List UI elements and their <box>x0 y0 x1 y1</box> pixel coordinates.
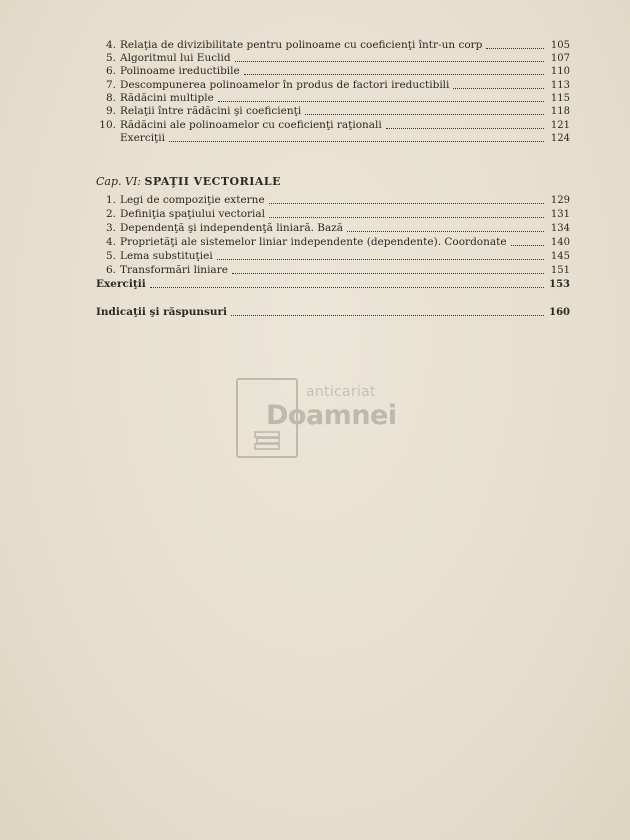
watermark-logo <box>236 378 436 460</box>
chapter-title: SPAŢII VECTORIALE <box>144 175 282 188</box>
toc-entry: 10. Rădăcini ale polinoamelor cu coeficienţi raţionali 121 <box>99 119 570 131</box>
toc-entry: 1. Legi de compoziţie externe 129 <box>105 194 570 206</box>
toc-entry: 9. Relaţii între rădăcini şi coeficienţi 118 <box>105 105 570 117</box>
toc-entry-exercises: Exerciţii 124 <box>120 132 570 144</box>
toc-entry-answers: Indicaţii şi răspunsuri 160 <box>96 306 570 318</box>
toc-entry: 4. Relaţia de divizibilitate pentru polinoame cu coeficienţi într-un corp 105 <box>105 39 570 51</box>
toc-entry: 8. Rădăcini multiple 115 <box>105 92 570 104</box>
watermark-title: Doamnei <box>266 400 397 431</box>
toc-entry-exercises: Exerciţii 153 <box>96 278 570 290</box>
toc-entry: 6. Polinoame ireductibile 110 <box>105 65 570 77</box>
toc-entry: 3. Dependenţă şi independenţă liniară. Bază 134 <box>105 222 570 234</box>
toc-entry: 2. Definiţia spaţiului vectorial 131 <box>105 208 570 220</box>
chapter-heading <box>96 175 281 188</box>
toc-entry: 4. Proprietăţi ale sistemelor liniar independente (dependente). Coordonate 140 <box>105 236 570 248</box>
books-icon <box>254 430 280 452</box>
toc-entry: 5. Algoritmul lui Euclid 107 <box>105 52 570 64</box>
chapter-number: Cap. VI: <box>96 175 142 188</box>
toc-entry: 7. Descompunerea polinoamelor în produs de factori ireductibili 113 <box>105 79 570 91</box>
toc-entry: 6. Transformări liniare 151 <box>105 264 570 276</box>
toc-entry: 5. Lema substituţiei 145 <box>105 250 570 262</box>
watermark-subtitle: anticariat <box>306 384 376 400</box>
